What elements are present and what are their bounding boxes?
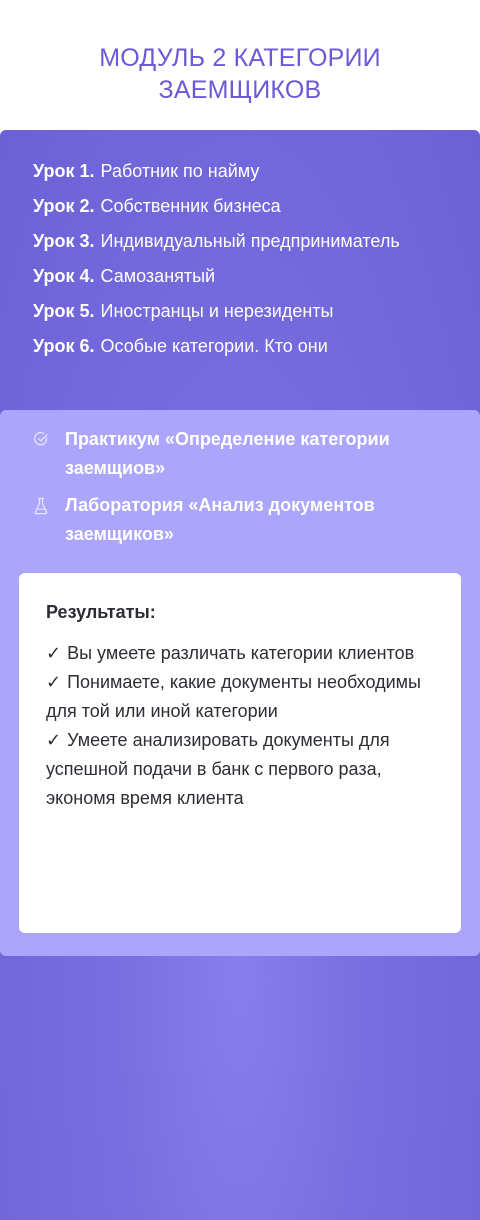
lesson-number: Урок 4. <box>33 266 95 286</box>
lesson-title: Собственник бизнеса <box>100 196 281 216</box>
lesson-number: Урок 3. <box>33 231 95 251</box>
check-icon: ✓ <box>46 672 62 692</box>
check-icon: ✓ <box>46 730 62 750</box>
practice-title: Лаборатория «Анализ документов заемщиков» <box>65 495 375 544</box>
result-item <box>46 726 446 813</box>
lesson-item[interactable] <box>33 331 463 361</box>
lesson-title: Иностранцы и нерезиденты <box>100 301 334 321</box>
lesson-number: Урок 6. <box>33 336 95 356</box>
practice-item[interactable] <box>0 425 480 489</box>
lesson-item[interactable] <box>33 296 463 326</box>
lesson-item[interactable] <box>33 226 463 256</box>
result-text: Умеете анализировать документы для успешной подачи в банк с первого раза, экономя время клиента <box>46 730 390 808</box>
result-text: Понимаете, какие документы необходимы для той или иной категории <box>46 672 421 721</box>
lesson-title: Индивидуальный предприниматель <box>100 231 400 251</box>
results-title: Результаты: <box>46 602 156 622</box>
checkmark-circle-icon <box>33 431 49 449</box>
practice-title: Практикум «Определение категории заемщиов» <box>65 429 390 478</box>
check-icon: ✓ <box>46 643 62 663</box>
lesson-title: Работник по найму <box>100 161 260 181</box>
module-title-line-1: МОДУЛЬ 2 КАТЕГОРИИ <box>99 44 381 72</box>
module-title <box>40 42 440 106</box>
result-item <box>46 639 446 668</box>
results-list <box>46 639 446 813</box>
lesson-list <box>33 156 463 366</box>
lesson-item[interactable] <box>33 191 463 221</box>
flask-icon <box>33 497 49 515</box>
lesson-item[interactable] <box>33 261 463 291</box>
lesson-item[interactable] <box>33 156 463 186</box>
result-text: Вы умеете различать категории клиентов <box>67 643 415 663</box>
module-title-line-2: ЗАЕМЩИКОВ <box>158 76 322 104</box>
lesson-number: Урок 1. <box>33 161 95 181</box>
lesson-number: Урок 2. <box>33 196 95 216</box>
lesson-title: Самозанятый <box>100 266 216 286</box>
module-header <box>0 0 480 130</box>
lesson-title: Особые категории. Кто они <box>100 336 328 356</box>
lesson-number: Урок 5. <box>33 301 95 321</box>
results-card <box>19 573 461 933</box>
result-item <box>46 668 446 726</box>
practice-list <box>0 425 480 557</box>
practice-item[interactable] <box>0 491 480 555</box>
